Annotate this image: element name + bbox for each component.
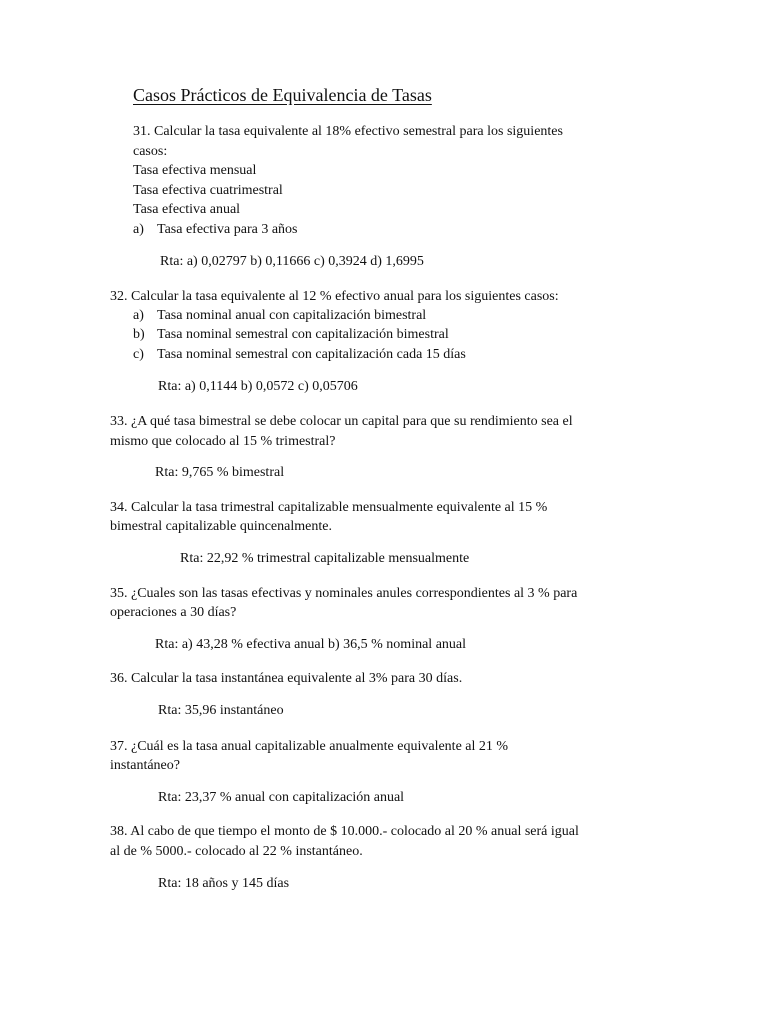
q32-item-b-marker: b) [133, 327, 145, 342]
q37-line-1: 37. ¿Cuál es la tasa anual capitalizable anualmente equivalente al 21 % [110, 739, 509, 754]
q34-line-2: bimestral capitalizable quincenalmente. [110, 519, 332, 534]
q32-item-b-text: Tasa nominal semestral con capitalización bimestral [157, 327, 449, 342]
q31-case-1: Tasa efectiva mensual [133, 163, 257, 178]
q37-answer: Rta: 23,37 % anual con capitalización anual [158, 790, 405, 805]
q32-item-a-marker: a) [133, 308, 144, 323]
document-title: Casos Prácticos de Equivalencia de Tasas [133, 85, 432, 105]
q32-item-b [133, 325, 449, 345]
q31-item-a [133, 220, 298, 240]
q32-line-1: 32. Calcular la tasa equivalente al 12 % efectivo anual para los siguientes casos: [110, 289, 559, 304]
q31-line-2: casos: [133, 144, 168, 159]
q32-answer: Rta: a) 0,1144 b) 0,0572 c) 0,05706 [158, 379, 358, 394]
q32-item-c-text: Tasa nominal semestral con capitalización cada 15 días [157, 347, 466, 362]
q36-line-1: 36. Calcular la tasa instantánea equivalente al 3% para 30 días. [110, 671, 463, 686]
q32-item-c [133, 345, 466, 365]
q33-line-1: 33. ¿A qué tasa bimestral se debe colocar un capital para que su rendimiento sea el [110, 414, 573, 429]
q31-case-2: Tasa efectiva cuatrimestral [133, 183, 283, 198]
q37-line-2: instantáneo? [110, 758, 180, 773]
q31-item-a-marker: a) [133, 222, 144, 237]
q32-item-a [133, 306, 426, 326]
q31-item-a-text: Tasa efectiva para 3 años [157, 222, 298, 237]
q32-item-a-text: Tasa nominal anual con capitalización bimestral [157, 308, 427, 323]
q35-line-1: 35. ¿Cuales son las tasas efectivas y nominales anules correspondientes al 3 % para [110, 586, 578, 601]
q38-line-1: 38. Al cabo de que tiempo el monto de $ 10.000.- colocado al 20 % anual será igual [110, 824, 579, 839]
q31-line-1: 31. Calcular la tasa equivalente al 18% efectivo semestral para los siguientes [133, 124, 563, 139]
q31-answer: Rta: a) 0,02797 b) 0,11666 c) 0,3924 d) 1,6995 [160, 254, 424, 269]
q34-line-1: 34. Calcular la tasa trimestral capitalizable mensualmente equivalente al 15 % [110, 500, 548, 515]
q31-case-3: Tasa efectiva anual [133, 202, 241, 217]
q35-answer: Rta: a) 43,28 % efectiva anual b) 36,5 % nominal anual [155, 637, 467, 652]
q38-line-2: al de % 5000.- colocado al 22 % instantáneo. [110, 844, 363, 859]
q34-answer: Rta: 22,92 % trimestral capitalizable mensualmente [180, 551, 470, 566]
q33-line-2: mismo que colocado al 15 % trimestral? [110, 434, 336, 449]
q36-answer: Rta: 35,96 instantáneo [158, 703, 284, 718]
q35-line-2: operaciones a 30 días? [110, 605, 237, 620]
q33-answer: Rta: 9,765 % bimestral [155, 465, 285, 480]
q32-item-c-marker: c) [133, 347, 144, 362]
q38-answer: Rta: 18 años y 145 días [158, 876, 290, 891]
